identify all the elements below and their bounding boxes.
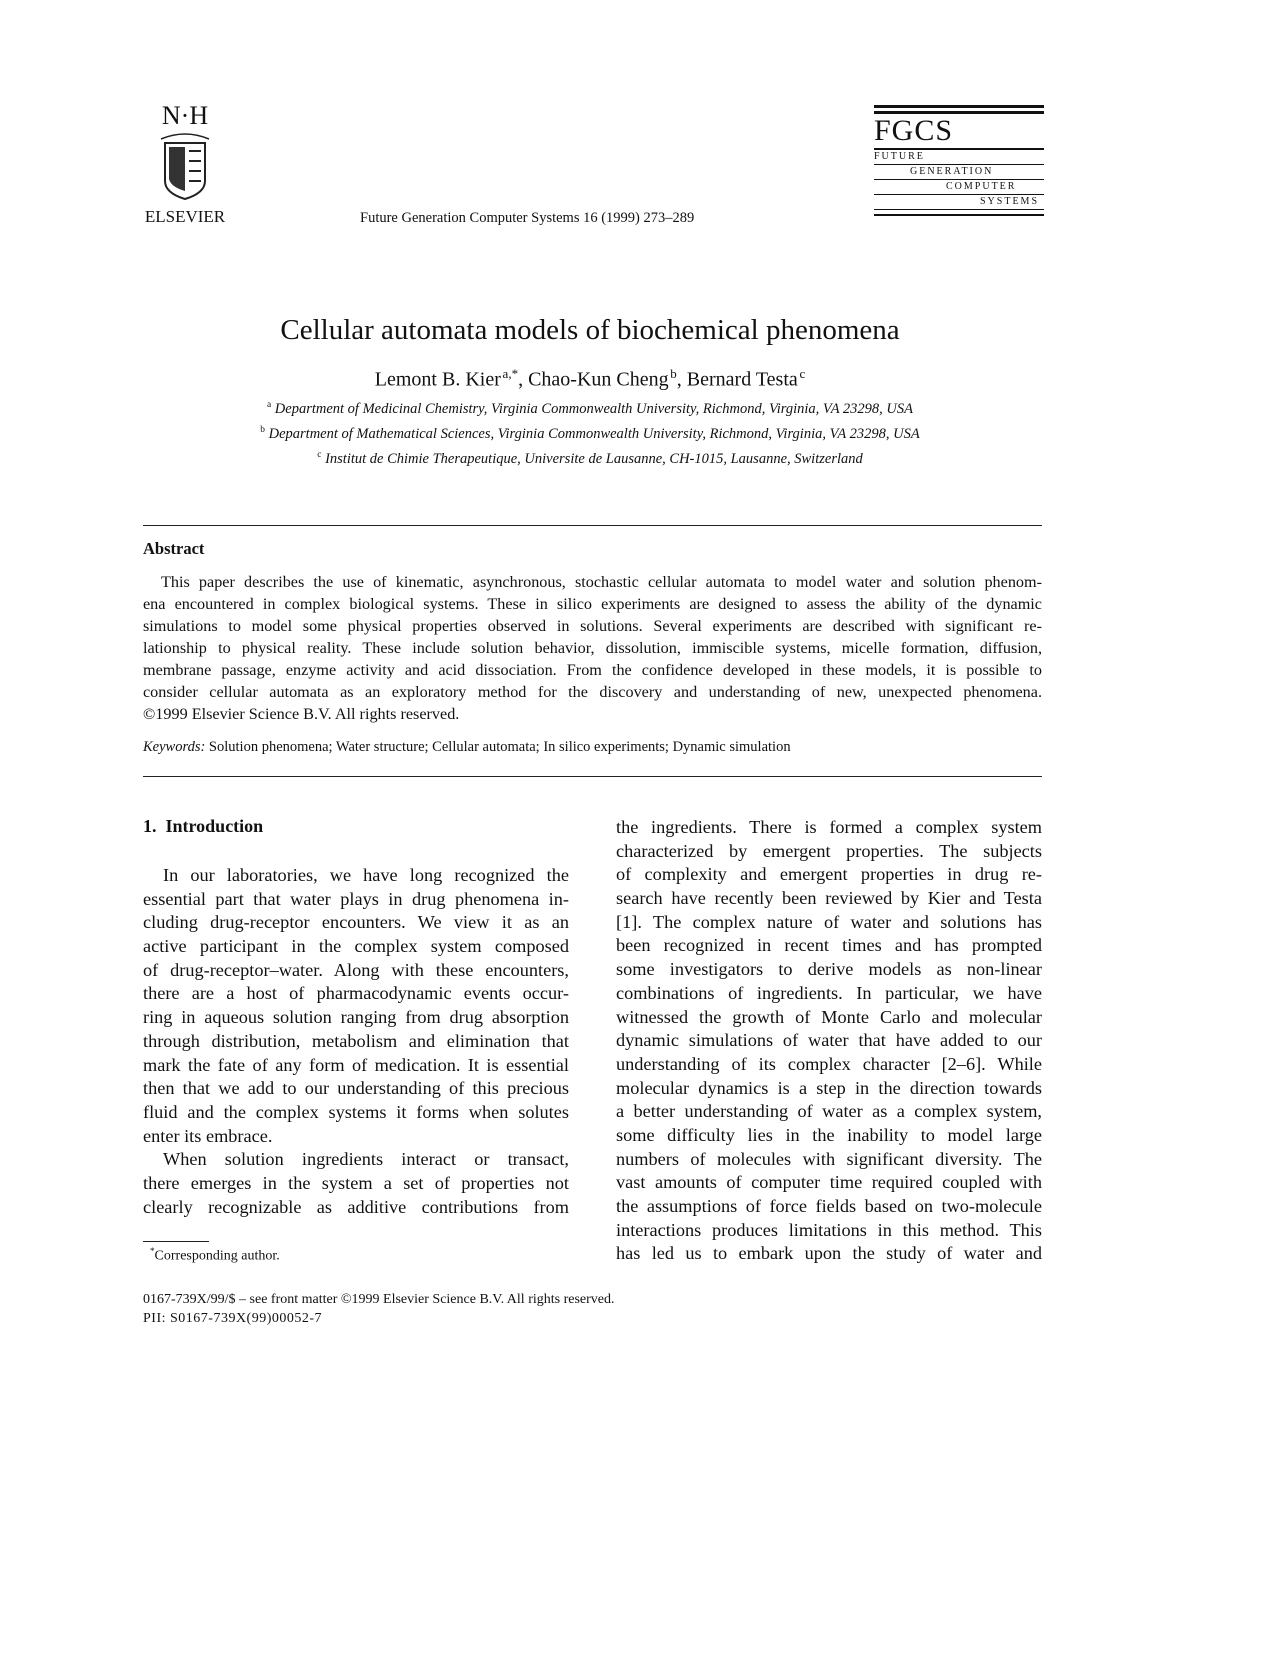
text-line: In our laboratories, we have long recognized the xyxy=(163,865,569,885)
keywords-label: Keywords: xyxy=(143,739,206,755)
tree-emblem-icon xyxy=(155,131,215,201)
text-line: of complexity and emergent properties in drug re- xyxy=(616,864,1042,885)
keywords xyxy=(143,739,791,756)
affiliation: $^a$ Department of Medicinal Chemistry, Virginia Commonwealth University, Richmond, Virginia, VA 23298, USA xyxy=(266,400,914,417)
divider xyxy=(143,776,1042,777)
abstract-line: simulations to model some physical properties observed in solutions. Several experiments are described with significant re- xyxy=(143,617,1042,635)
section-heading: 1. Introduction xyxy=(143,816,264,836)
publisher-name: ELSEVIER xyxy=(144,207,226,226)
text-line: When solution ingredients interact or transact, xyxy=(163,1149,569,1170)
author-sup: c xyxy=(799,366,806,381)
abstract-line: consider cellular automata as an exploratory method for the discovery and understanding of new, unexpected phenomena. xyxy=(143,683,1042,701)
elsevier-logo xyxy=(140,103,230,227)
affiliations xyxy=(0,395,1180,469)
text-line: fluid and the complex systems it forms when solutes xyxy=(143,1101,569,1122)
text-line: search have recently been reviewed by Kier and Testa xyxy=(616,888,1042,909)
journal-logo xyxy=(874,105,1044,216)
footnote: *Corresponding author. xyxy=(150,1246,280,1264)
text-line: ring in aqueous solution ranging from drug absorption xyxy=(143,1007,569,1028)
text-line: clearly recognizable as additive contributions from xyxy=(143,1196,569,1217)
text-line: the assumptions of force fields based on two-molecule xyxy=(616,1196,1042,1216)
copyright-line: 0167-739X/99/$ – see front matter ©1999 Elsevier Science B.V. All rights reserved. xyxy=(143,1292,615,1307)
abstract-line: lationship to physical reality. These include solution behavior, dissolution, immiscible systems, micelle formation, diffusion, xyxy=(143,639,1042,657)
text-line: interactions produces limitations in this method. This xyxy=(616,1219,1042,1240)
text-line: been recognized in recent times and has prompted xyxy=(616,935,1042,956)
journal-logo-abbr: FGCS xyxy=(874,114,954,147)
text-line: through distribution, metabolism and elimination that xyxy=(143,1030,569,1051)
text-line: mark the fate of any form of medication. It is essential xyxy=(143,1054,569,1075)
text-line: molecular dynamics is a step in the direction towards xyxy=(616,1077,1042,1098)
text-line: has led us to embark upon the study of water and xyxy=(616,1243,1042,1264)
text-line: characterized by emergent properties. The subjects xyxy=(616,840,1042,861)
text-line: enter its embrace. xyxy=(143,1125,273,1146)
paper-title: Cellular automata models of biochemical phenomena xyxy=(280,314,900,346)
abstract-line: This paper describes the use of kinematic, asynchronous, stochastic cellular automata to model water and solution phenom- xyxy=(161,573,1042,591)
text-line: witnessed the growth of Monte Carlo and molecular xyxy=(616,1006,1042,1027)
text-line: vast amounts of computer time required coupled with xyxy=(616,1172,1042,1193)
author: Chao-Kun Cheng xyxy=(528,368,669,391)
text-line: a better understanding of water as a complex system, xyxy=(616,1101,1042,1122)
text-line: some investigators to derive models as non-linear xyxy=(616,959,1042,980)
text-line: some difficulty lies in the inability to model large xyxy=(616,1124,1042,1145)
text-line: active participant in the complex system composed xyxy=(143,936,569,957)
author: Lemont B. Kier xyxy=(374,368,501,391)
text-line: there emerges in the system a set of properties not xyxy=(143,1172,569,1193)
logo-word: GENERATION xyxy=(910,166,994,177)
keywords-text: Solution phenomena; Water structure; Cellular automata; In silico experiments; Dynamic simulation xyxy=(208,739,791,755)
text-line: [1]. The complex nature of water and solutions has xyxy=(616,911,1042,932)
affiliation: $^c$ Institut de Chimie Therapeutique, Universite de Lausanne, CH-1015, Lausanne, Switzerland xyxy=(317,449,863,467)
author-list: Lemont B. Kier $^{a,*}$, Chao-Kun Cheng $^b$, Bernard Testa $^c$ xyxy=(374,366,806,391)
text-line: dynamic simulations of water that have added to our xyxy=(616,1030,1042,1051)
author: Bernard Testa xyxy=(686,368,798,391)
text-line: numbers of molecules with significant diversity. The xyxy=(616,1148,1042,1169)
right-column xyxy=(616,816,1042,1266)
text-line: of drug-receptor–water. Along with these encounters, xyxy=(143,959,569,980)
text-line: understanding of its complex character [2–6]. While xyxy=(616,1053,1042,1074)
text-line: essential part that water plays in drug phenomena in- xyxy=(143,888,569,909)
abstract-line: ena encountered in complex biological systems. These in silico experiments are designed to assess the ability of the dynamic xyxy=(143,595,1042,613)
text-line: cluding drug-receptor encounters. We view it as an xyxy=(143,912,569,933)
abstract-line: membrane passage, enzyme activity and acid dissociation. From the confidence developed in these models, it is possible to xyxy=(143,661,1042,679)
abstract-heading: Abstract xyxy=(143,539,205,558)
text-line: combinations of ingredients. In particular, we have xyxy=(616,982,1042,1003)
affiliation: $^b$ Department of Mathematical Sciences, Virginia Commonwealth University, Richmond, Virginia, VA 23298, USA xyxy=(260,424,920,442)
pii-line: PII: S0167-739X(99)00052-7 xyxy=(143,1311,323,1326)
author-sup: b xyxy=(670,366,677,381)
abstract-line: ©1999 Elsevier Science B.V. All rights reserved. xyxy=(143,705,460,723)
text-line: the ingredients. There is formed a complex system xyxy=(616,817,1042,837)
footnote-rule xyxy=(143,1241,209,1242)
author-sup: a,* xyxy=(502,366,519,381)
left-column xyxy=(143,864,569,1219)
journal-citation: Future Generation Computer Systems 16 (1999) 273–289 xyxy=(360,210,695,226)
divider xyxy=(143,525,1042,526)
text-line: then that we add to our understanding of this precious xyxy=(143,1078,569,1099)
logo-word: COMPUTER xyxy=(946,181,1017,192)
nh-monogram: N·H xyxy=(161,101,209,130)
logo-word: FUTURE xyxy=(874,151,925,162)
logo-word: SYSTEMS xyxy=(980,196,1040,207)
abstract-body xyxy=(143,571,1042,725)
text-line: there are a host of pharmacodynamic events occur- xyxy=(143,983,569,1004)
